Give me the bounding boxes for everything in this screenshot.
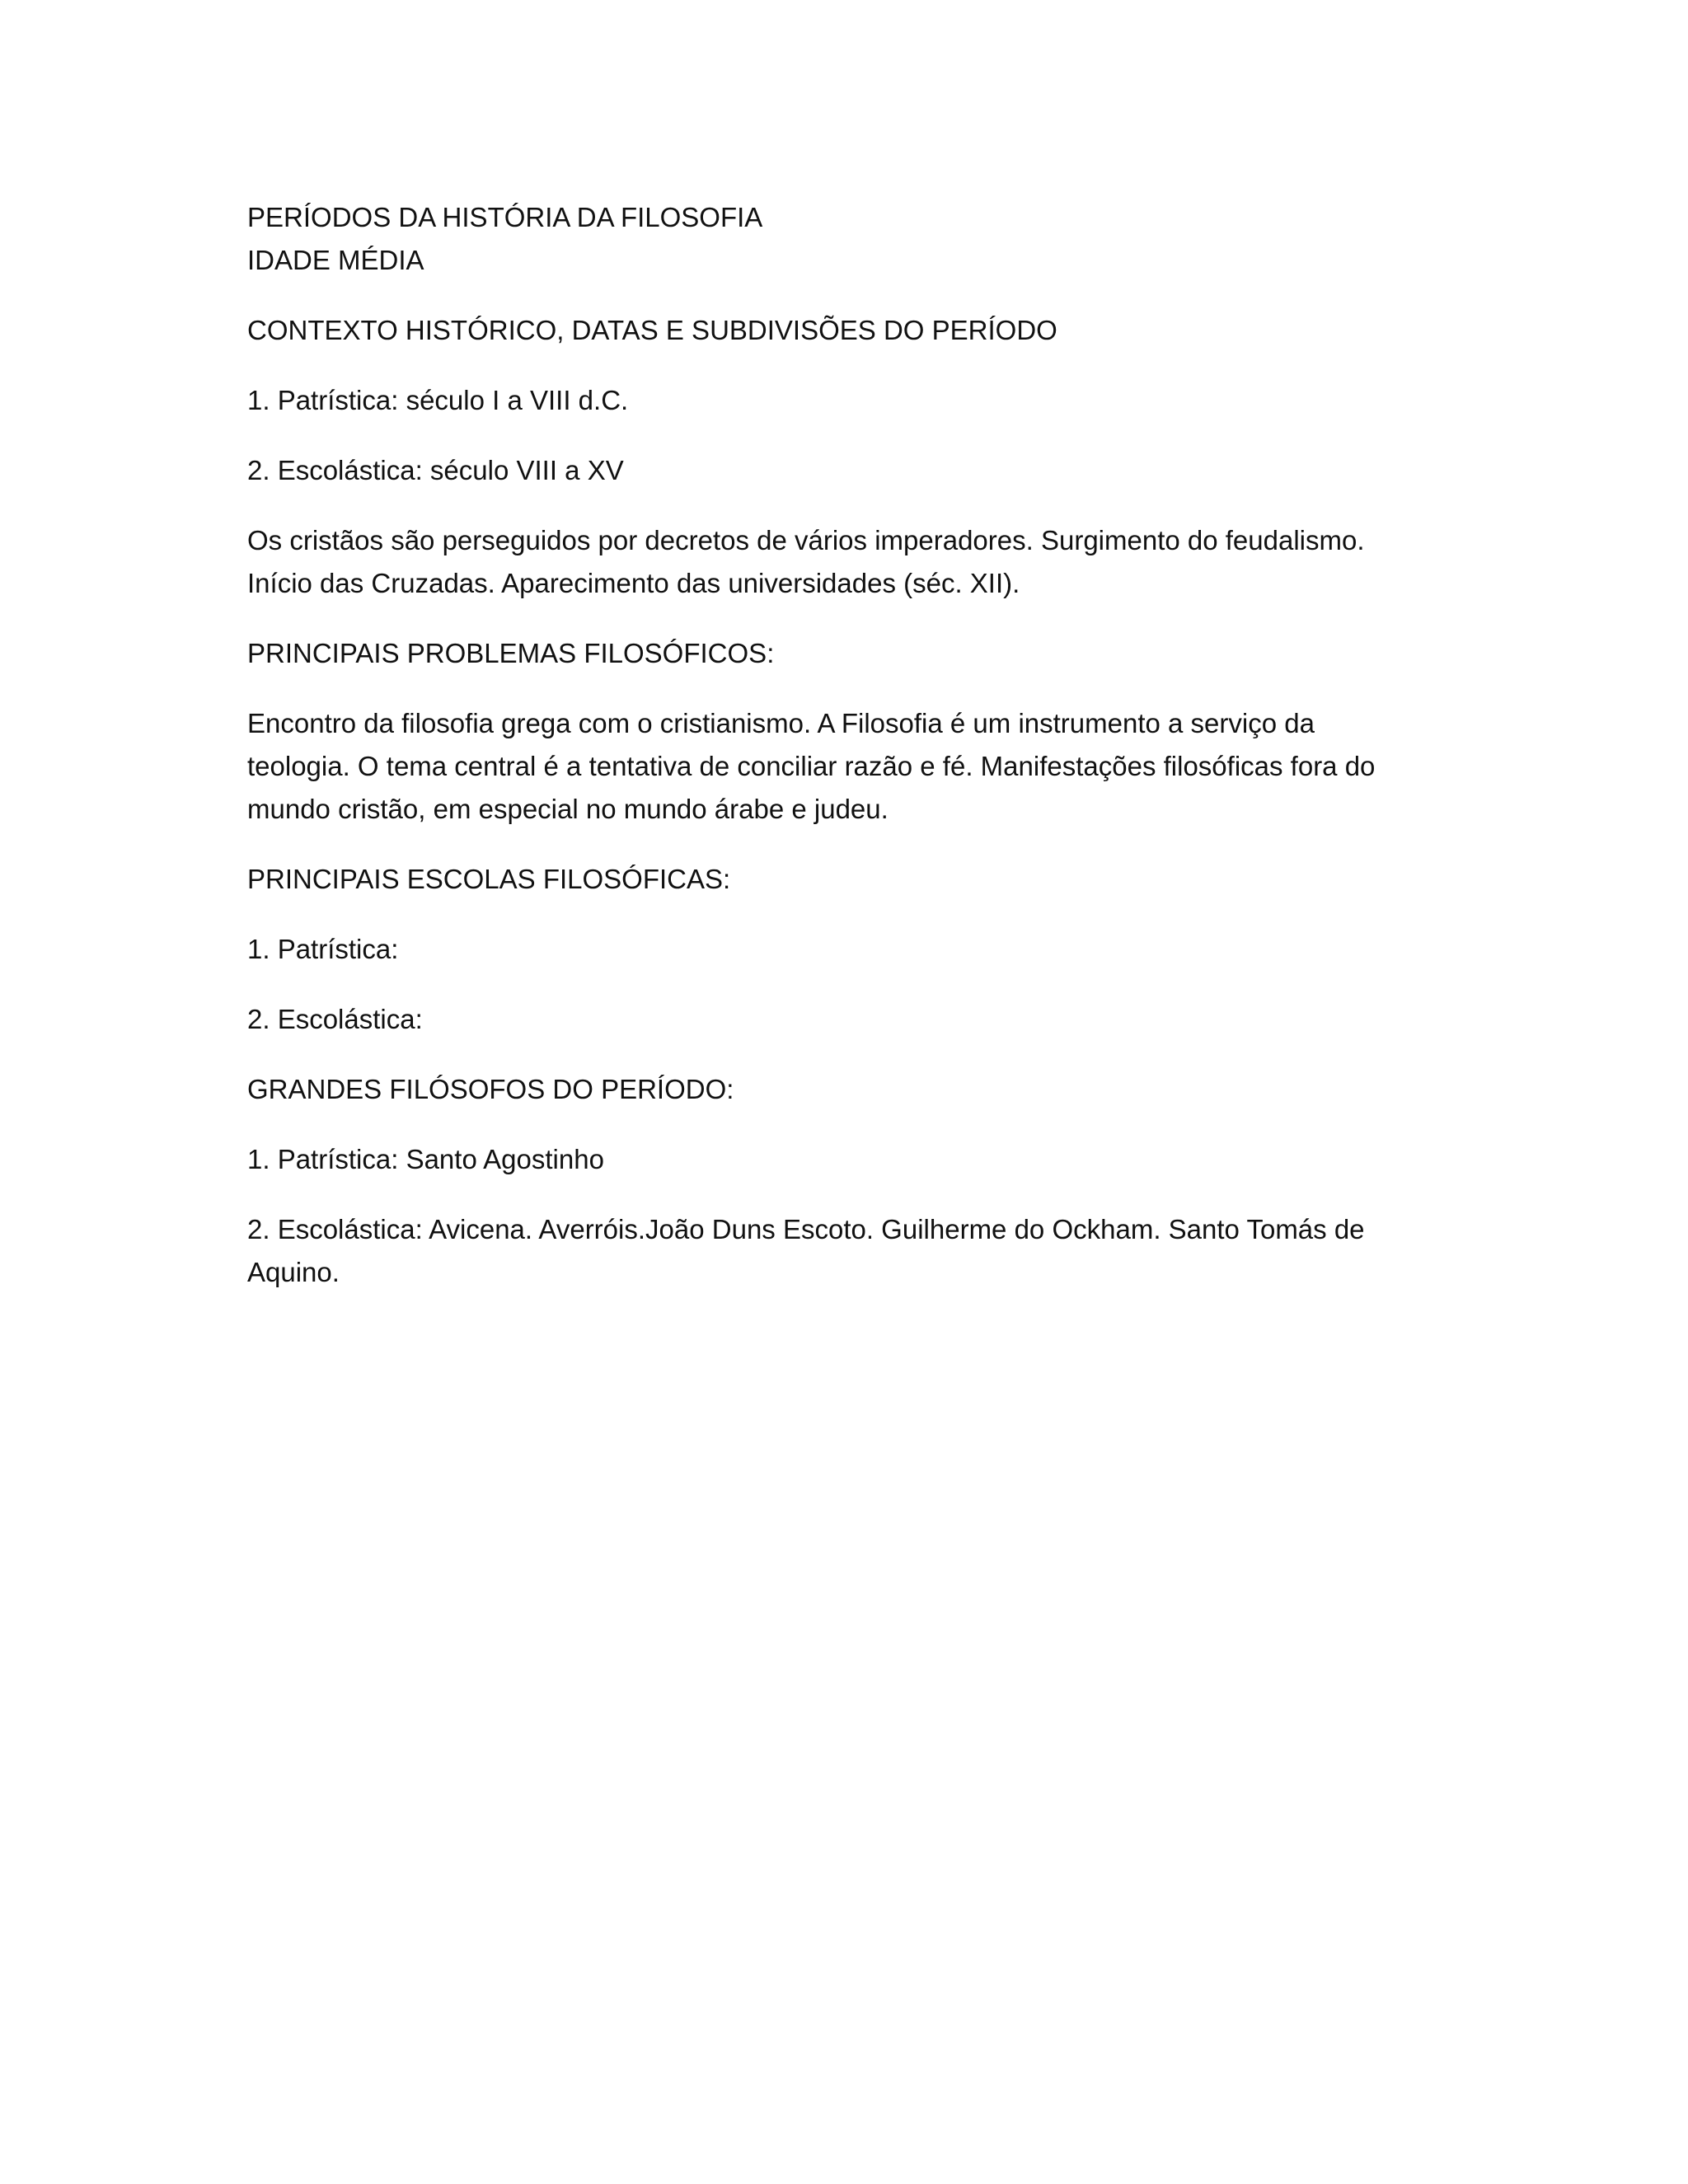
- context-paragraph: [247, 519, 1451, 605]
- paragraph-line: Os cristãos são perseguidos por decretos de vários imperadores. Surgimento do feudalismo.: [247, 525, 1365, 555]
- list-item-line: Aquino.: [247, 1257, 340, 1287]
- section-heading: GRANDES FILÓSOFOS DO PERÍODO:: [247, 1074, 734, 1104]
- document-page: [247, 196, 1451, 1294]
- subtitle-line: IDADE MÉDIA: [247, 245, 424, 275]
- list-item-line: 2. Escolástica: Avicena. Averróis.João Duns Escoto. Guilherme do Ockham. Santo Tomás de: [247, 1214, 1365, 1244]
- schools-heading: [247, 858, 1451, 901]
- section-heading: CONTEXTO HISTÓRICO, DATAS E SUBDIVISÕES DO PERÍODO: [247, 315, 1057, 345]
- schools-item-escolastica: [247, 998, 1451, 1041]
- section-heading: PRINCIPAIS ESCOLAS FILOSÓFICAS:: [247, 864, 731, 894]
- document-title: [247, 196, 1451, 282]
- paragraph-line: Encontro da filosofia grega com o cristianismo. A Filosofia é um instrumento a serviço da: [247, 708, 1315, 738]
- philosophers-heading: [247, 1068, 1451, 1111]
- list-item: 1. Patrística: Santo Agostinho: [247, 1144, 604, 1174]
- section-heading: PRINCIPAIS PROBLEMAS FILOSÓFICOS:: [247, 638, 775, 668]
- problems-paragraph: [247, 702, 1451, 831]
- paragraph-line: Início das Cruzadas. Aparecimento das universidades (séc. XII).: [247, 568, 1020, 598]
- paragraph-line: teologia. O tema central é a tentativa de conciliar razão e fé. Manifestações filosóficas fora do: [247, 751, 1376, 781]
- context-item-patristica: [247, 379, 1451, 422]
- philosophers-item-patristica: [247, 1138, 1451, 1181]
- list-item: 1. Patrística: século I a VIII d.C.: [247, 385, 629, 415]
- list-item: 2. Escolástica:: [247, 1004, 423, 1034]
- title-line: PERÍODOS DA HISTÓRIA DA FILOSOFIA: [247, 202, 763, 232]
- problems-heading: [247, 632, 1451, 675]
- context-item-escolastica: [247, 449, 1451, 492]
- list-item: 1. Patrística:: [247, 934, 399, 964]
- schools-item-patristica: [247, 928, 1451, 971]
- list-item: 2. Escolástica: século VIII a XV: [247, 455, 624, 485]
- philosophers-item-escolastica: [247, 1208, 1451, 1294]
- context-heading: [247, 309, 1451, 352]
- paragraph-line: mundo cristão, em especial no mundo árabe e judeu.: [247, 794, 889, 824]
